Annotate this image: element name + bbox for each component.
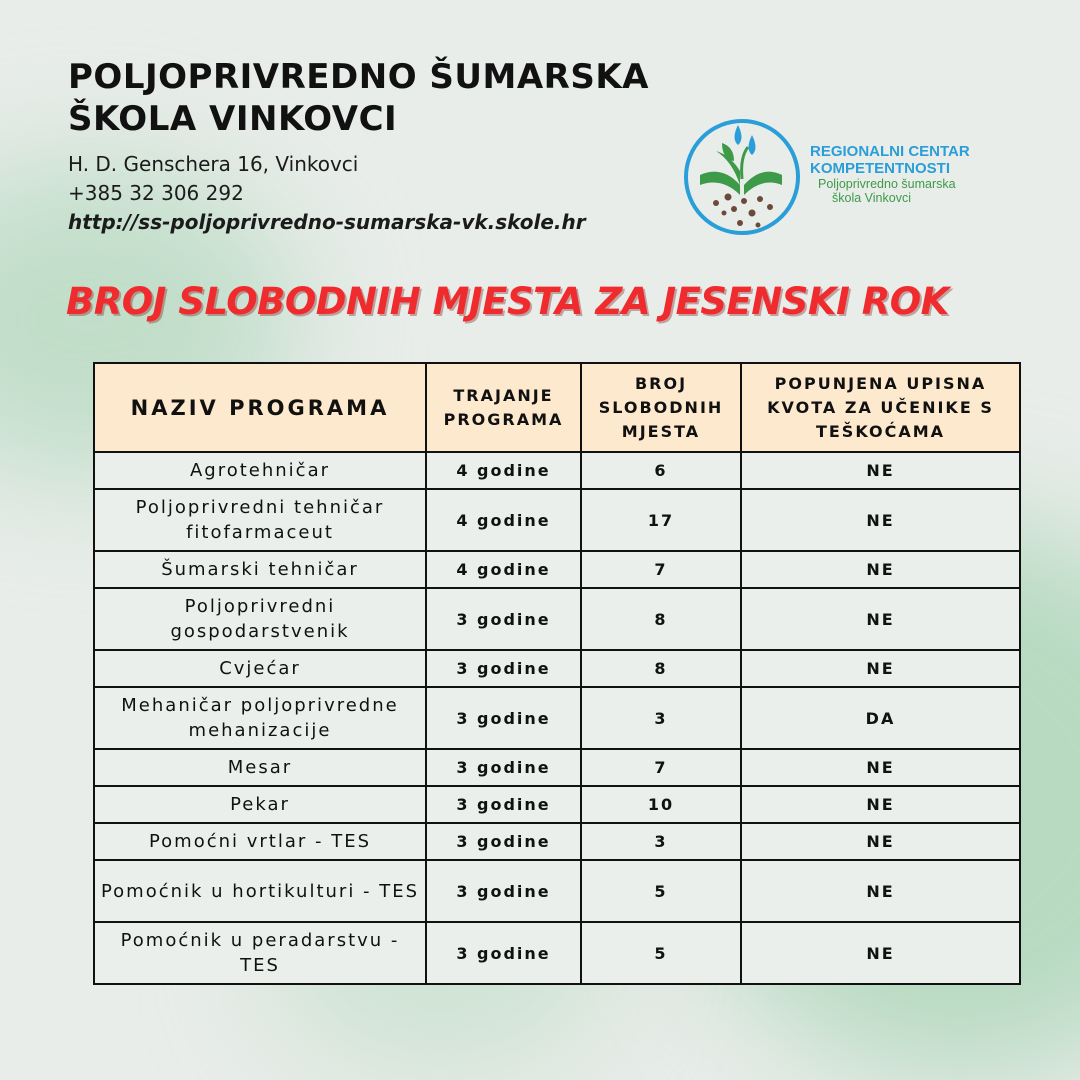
program-name: Šumarski tehničar xyxy=(94,551,426,588)
quota-filled: NE xyxy=(741,823,1020,860)
program-duration: 3 godine xyxy=(426,786,581,823)
program-duration: 3 godine xyxy=(426,650,581,687)
program-name: Pekar xyxy=(94,786,426,823)
quota-filled: DA xyxy=(741,687,1020,749)
quota-filled: NE xyxy=(741,786,1020,823)
program-name: Cvjećar xyxy=(94,650,426,687)
logo-text xyxy=(810,143,970,205)
table-row xyxy=(94,860,1020,922)
table-row xyxy=(94,786,1020,823)
table-row xyxy=(94,489,1020,551)
quota-filled: NE xyxy=(741,588,1020,650)
table-row xyxy=(94,823,1020,860)
school-contact xyxy=(68,150,649,237)
free-places: 7 xyxy=(581,551,741,588)
quota-filled: NE xyxy=(741,489,1020,551)
table-row xyxy=(94,650,1020,687)
program-duration: 4 godine xyxy=(426,489,581,551)
program-name: Poljoprivredni tehničar fitofarmaceut xyxy=(94,489,426,551)
table-row xyxy=(94,452,1020,489)
quota-filled: NE xyxy=(741,650,1020,687)
book-plant-icon xyxy=(682,117,802,237)
program-name: Mehaničar poljoprivredne mehanizacije xyxy=(94,687,426,749)
logo-subtitle-line2: škola Vinkovci xyxy=(832,191,911,205)
header-free-places: BROJ SLOBODNIH MJESTA xyxy=(581,363,741,452)
school-header xyxy=(68,56,649,237)
free-places: 17 xyxy=(581,489,741,551)
program-duration: 4 godine xyxy=(426,551,581,588)
school-name xyxy=(68,56,649,140)
program-duration: 3 godine xyxy=(426,749,581,786)
header-duration: TRAJANJE PROGRAMA xyxy=(426,363,581,452)
program-duration: 3 godine xyxy=(426,687,581,749)
school-website-link[interactable]: http://ss-poljoprivredno-sumarska-vk.skole.hr xyxy=(68,210,586,234)
program-name: Agrotehničar xyxy=(94,452,426,489)
program-duration: 3 godine xyxy=(426,588,581,650)
quota-filled: NE xyxy=(741,452,1020,489)
page-title: BROJ SLOBODNIH MJESTA ZA JESENSKI ROK xyxy=(66,280,949,323)
programs-table xyxy=(93,362,1021,985)
regional-center-logo xyxy=(682,117,1012,237)
school-name-line2: ŠKOLA VINKOVCI xyxy=(68,99,398,139)
program-duration: 3 godine xyxy=(426,860,581,922)
table-row xyxy=(94,749,1020,786)
program-duration: 4 godine xyxy=(426,452,581,489)
logo-title-line2: KOMPETENTNOSTI xyxy=(810,160,951,177)
school-phone: +385 32 306 292 xyxy=(68,181,244,205)
program-name: Pomoćni vrtlar - TES xyxy=(94,823,426,860)
free-places: 3 xyxy=(581,687,741,749)
quota-filled: NE xyxy=(741,860,1020,922)
quota-filled: NE xyxy=(741,922,1020,984)
logo-title-line1: REGIONALNI CENTAR xyxy=(810,143,970,160)
free-places: 10 xyxy=(581,786,741,823)
program-name: Mesar xyxy=(94,749,426,786)
quota-filled: NE xyxy=(741,749,1020,786)
free-places: 8 xyxy=(581,650,741,687)
program-name: Pomoćnik u hortikulturi - TES xyxy=(94,860,426,922)
table-row xyxy=(94,551,1020,588)
table-header-row xyxy=(94,363,1020,452)
header-program-name: NAZIV PROGRAMA xyxy=(94,363,426,452)
school-address: H. D. Genschera 16, Vinkovci xyxy=(68,152,359,176)
table-row xyxy=(94,922,1020,984)
table-row xyxy=(94,588,1020,650)
free-places: 5 xyxy=(581,922,741,984)
program-name: Pomoćnik u peradarstvu - TES xyxy=(94,922,426,984)
table-row xyxy=(94,687,1020,749)
free-places: 3 xyxy=(581,823,741,860)
program-duration: 3 godine xyxy=(426,823,581,860)
quota-filled: NE xyxy=(741,551,1020,588)
free-places: 8 xyxy=(581,588,741,650)
school-name-line1: POLJOPRIVREDNO ŠUMARSKA xyxy=(68,57,649,97)
program-name: Poljoprivredni gospodarstvenik xyxy=(94,588,426,650)
free-places: 7 xyxy=(581,749,741,786)
free-places: 5 xyxy=(581,860,741,922)
free-places: 6 xyxy=(581,452,741,489)
program-duration: 3 godine xyxy=(426,922,581,984)
header-quota: POPUNJENA UPISNA KVOTA ZA UČENIKE S TEŠKOĆAMA xyxy=(741,363,1020,452)
logo-subtitle-line1: Poljoprivredno šumarska xyxy=(818,177,956,191)
